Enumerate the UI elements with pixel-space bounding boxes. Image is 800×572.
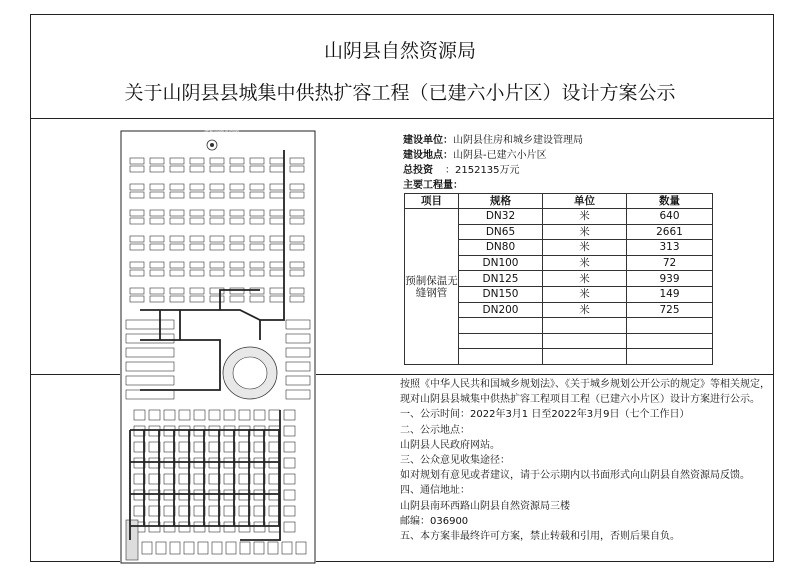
location-label: 建设地点： [403,150,453,161]
builder-label: 建设单位： [403,135,453,146]
builder-row [403,131,583,146]
cell-spec: DN32 [459,209,543,225]
cell-spec: DN100 [459,255,543,271]
notice-line: 五、本方案非最终许可方案，禁止转载和引用，否则后果自负。 [400,530,680,542]
location-value: 山阴县-已建六小片区 [453,150,547,161]
cell-unit [543,349,627,365]
notice-line: 四、通信地址： [400,485,470,497]
cell-unit: 米 [543,271,627,287]
page-title: 关于山阴县县城集中供热扩容工程（已建六小片区）设计方案公示 [124,82,676,104]
builder-value: 山阴县住房和城乡建设管理局 [453,135,583,146]
cell-qty: 939 [627,271,713,287]
cell-unit: 米 [543,302,627,318]
cell-spec: DN150 [459,286,543,302]
cell-qty: 725 [627,302,713,318]
cell-unit: 米 [543,286,627,302]
quantity-table [404,193,713,365]
cell-qty: 640 [627,209,713,225]
cell-unit: 米 [543,209,627,225]
notice-block [400,378,770,545]
investment-row [403,161,520,176]
notice-line: 现对山阴县县城集中供热扩容工程项目工程（已建六小片区）设计方案进行公示。 [400,394,760,406]
agency-title: 山阴县自然资源局 [323,40,476,62]
notice-line: 按照《中华人民共和国城乡规划法》、《关于城乡规划公开公示的规定》等相关规定， [400,379,770,390]
location-row [403,146,547,161]
investment-value: ：2152135万元 [445,165,520,176]
cell-qty: 2661 [627,224,713,240]
cell-unit: 米 [543,255,627,271]
cell-unit [543,318,627,334]
cell-unit: 米 [543,224,627,240]
cell-qty [627,349,713,365]
project-name-cell: 预制保温无缝钢管 [405,209,459,365]
cell-spec: DN200 [459,302,543,318]
investment-label: 总投资 [403,165,433,176]
notice-line: 山阴县南环西路山阴县自然资源局三楼 [400,500,570,512]
works-row [403,176,463,191]
notice-line: 山阴县人民政府网站。 [400,439,500,451]
cell-spec [459,318,543,334]
site-plan-map [120,130,316,564]
notice-line: 二、公示地点： [400,424,470,436]
table-header-row [405,194,713,209]
cell-qty [627,333,713,349]
title-divider [30,118,774,119]
notice-line: 如对规划有意见或者建议，请于公示期内以书面形式向山阴县自然资源局反馈。 [400,470,750,482]
map-caption: 供热管网平面图 [204,130,240,136]
col-header-unit: 单位 [543,194,627,209]
cell-qty: 149 [627,286,713,302]
notice-line: 一、公示时间：2022年3月1 日至2022年3月9日（七个工作日） [400,409,690,421]
col-header-project: 项目 [405,194,459,209]
cell-qty: 313 [627,240,713,256]
cell-spec [459,333,543,349]
cell-spec: DN65 [459,224,543,240]
table-row [405,209,713,225]
works-label: 主要工程量： [403,180,463,191]
cell-spec: DN80 [459,240,543,256]
cell-qty: 72 [627,255,713,271]
cell-spec: DN125 [459,271,543,287]
cell-qty [627,318,713,334]
cell-unit: 米 [543,240,627,256]
notice-line: 三、公众意见收集途径： [400,454,510,466]
col-header-spec: 规格 [459,194,543,209]
notice-line: 邮编：036900 [400,515,469,527]
cell-spec [459,349,543,365]
col-header-qty: 数量 [627,194,713,209]
cell-unit [543,333,627,349]
